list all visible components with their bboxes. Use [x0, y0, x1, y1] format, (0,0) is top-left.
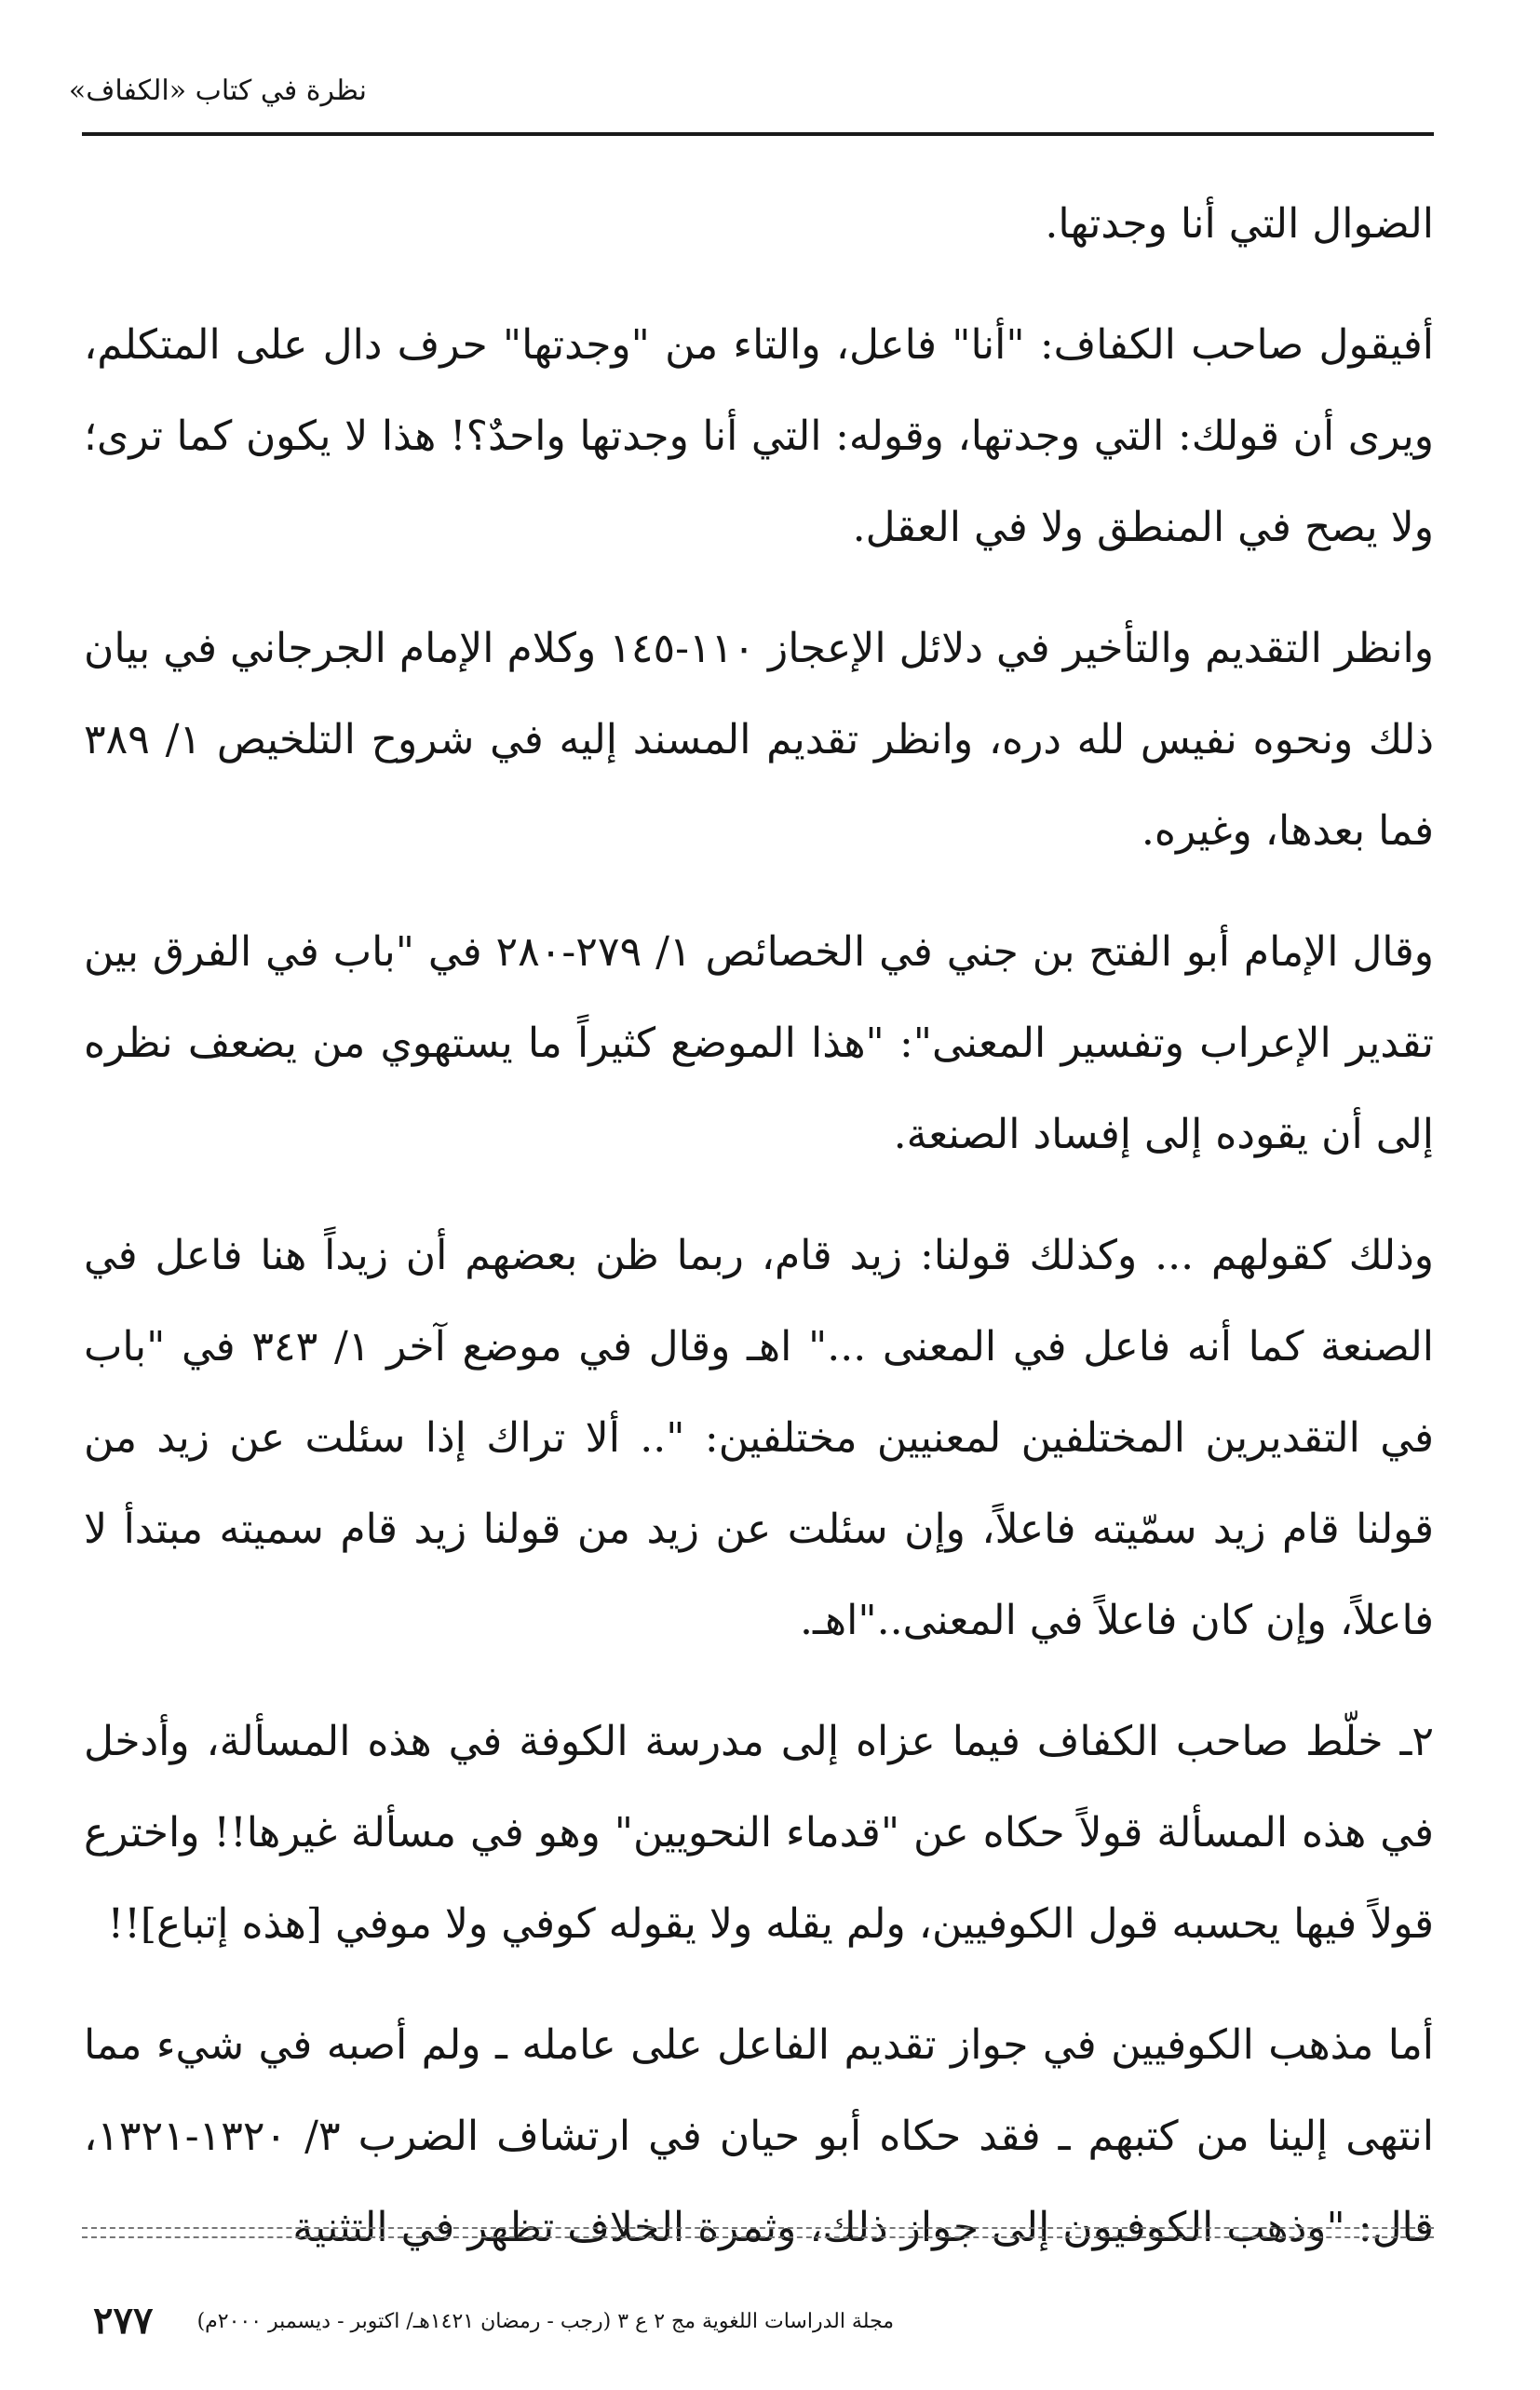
page-number: ٢٧٧	[93, 2299, 154, 2343]
paragraph: الضوال التي أنا وجدتها.	[1045, 200, 1434, 248]
paragraph: أما مذهب الكوفيين في جواز تقديم الفاعل على عامله ـ ولم أصبه في شيء مما انتهى إلينا من كتبهم ـ فقد حكاه أبو حيان في ارتشاف الضرب ٣/ ١٣٢٠-١٣٢١، قال: "وذهب الكوفيون إلى جواز ذلك، وثمرة الخلاف تظهر في التثنية	[84, 2021, 1435, 2251]
paragraph: وذلك كقولهم ... وكذلك قولنا: زيد قام، ربما ظن بعضهم أن زيداً هنا فاعل في الصنعة كما أنه فاعل في المعنى ..." اهـ وقال في موضع آخر ١/ ٣٤٣ في "باب في التقديرين المختلفين لمعنيين مختلفين: ".. ألا تراك إذا سئلت عن زيد من قولنا قام زيد سمّيته فاعلاً، وإن سئلت عن زيد من قولنا زيد قام سميته مبتدأ لا فاعلاً، وإن كان فاعلاً في المعنى.."اهـ.	[84, 1232, 1434, 1644]
journal-citation: مجلة الدراسات اللغوية مج ٢ ع ٣ (رجب - رمضان ١٤٢١هـ/ اكتوبر - ديسمبر ٢٠٠٠م)	[196, 2310, 894, 2333]
paragraph: وانظر التقديم والتأخير في دلائل الإعجاز ١١٠-١٤٥ وكلام الإمام الجرجاني في بيان ذلك ونحوه نفيس لله دره، وانظر تقديم المسند إليه في شروح التلخيص ١/ ٣٨٩ فما بعدها، وغيره.	[84, 625, 1434, 855]
footer-rule	[82, 2227, 1434, 2229]
paragraph: ٢ـ خلّط صاحب الكفاف فيما عزاه إلى مدرسة الكوفة في هذه المسألة، وأدخل في هذه المسألة قولاً حكاه عن "قدماء النحويين" وهو في مسألة غيرها!! واخترع قولاً فيها يحسبه قول الكوفيين، ولم يقله ولا يقوله كوفي ولا موفي [هذه إتباع]!!	[84, 1718, 1434, 1948]
running-header: نظرة في كتاب «الكفاف»	[68, 74, 367, 107]
paragraph: وقال الإمام أبو الفتح بن جني في الخصائص ١/ ٢٧٩-٢٨٠ في "باب في الفرق بين تقدير الإعراب وتفسير المعنى": "هذا الموضع كثيراً ما يستهوي من يضعف نظره إلى أن يقوده إلى إفساد الصنعة.	[84, 928, 1434, 1158]
footer-rule	[82, 2236, 1434, 2238]
header-rule	[82, 132, 1434, 136]
body-text	[84, 179, 1434, 2303]
paragraph: أفيقول صاحب الكفاف: "أنا" فاعل، والتاء من "وجدتها" حرف دال على المتكلم، ويرى أن قولك: التي وجدتها، وقوله: التي أنا وجدتها واحدٌ؟! هذا لا يكون كما ترى؛ ولا يصح في المنطق ولا في العقل.	[84, 321, 1434, 551]
page-footer	[84, 2298, 1434, 2350]
